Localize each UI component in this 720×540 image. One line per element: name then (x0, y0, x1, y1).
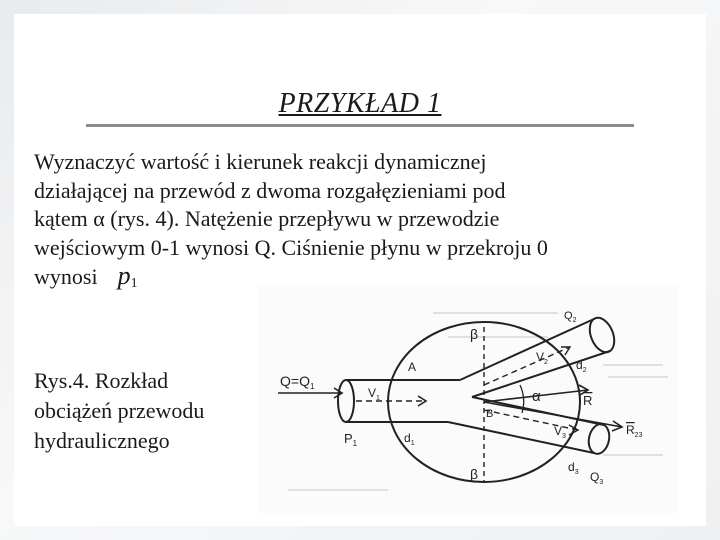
label-q: $Q=Q_1$ (280, 373, 315, 391)
label-alpha: α (532, 388, 541, 405)
label-beta-bottom: β (470, 466, 479, 482)
pressure-symbol-subscript: 1 (130, 276, 138, 291)
pressure-symbol: p (117, 261, 131, 290)
pipe-branch-diagram (258, 285, 678, 513)
problem-line-5-text: wynosi (34, 264, 98, 289)
caption-line-1: Rys.4. Rozkład (34, 368, 169, 393)
figure-caption (34, 366, 264, 456)
label-v2: $V_2$ (536, 350, 548, 366)
problem-line-4: wejściowym 0-1 wynosi Q. Ciśnienie płynu w przekroju 0 (34, 234, 548, 260)
caption-line-2: obciążeń przewodu (34, 398, 205, 423)
reaction-r23-arrow (484, 402, 622, 431)
label-a: A (408, 360, 417, 374)
label-q3: $Q_3$ (590, 470, 604, 486)
label-q2: $Q_2$ (564, 310, 577, 324)
label-p1: $P_1$ (344, 431, 358, 448)
label-v1: $V_1$ (368, 386, 380, 402)
problem-statement (34, 148, 680, 299)
label-r: R (583, 393, 593, 408)
problem-line-1: Wyznaczyć wartość i kierunek reakcji dynamicznej (34, 149, 487, 174)
caption-line-3: hydraulicznego (34, 428, 170, 453)
slide-title: PRZYKŁAD 1 (278, 88, 442, 119)
lower-flow-arrow (484, 410, 578, 435)
label-b: B (486, 408, 494, 420)
problem-line-3: kątem α (rys. 4). Natężenie przepływu w przewodzie (34, 206, 500, 231)
title-underline-rule (86, 124, 634, 127)
label-d2: $d_2$ (576, 358, 587, 374)
label-beta-top: β (470, 326, 479, 342)
label-d3: $d_3$ (568, 460, 579, 476)
label-d1: $d_1$ (404, 431, 415, 447)
problem-line-2: działającej na przewód z dwoma rozgałęzieniami pod (34, 177, 506, 203)
pipe-branch-svg (258, 285, 678, 513)
label-v3: $V_3$ (554, 424, 566, 440)
label-r23: $R_{23}$ (626, 423, 643, 439)
